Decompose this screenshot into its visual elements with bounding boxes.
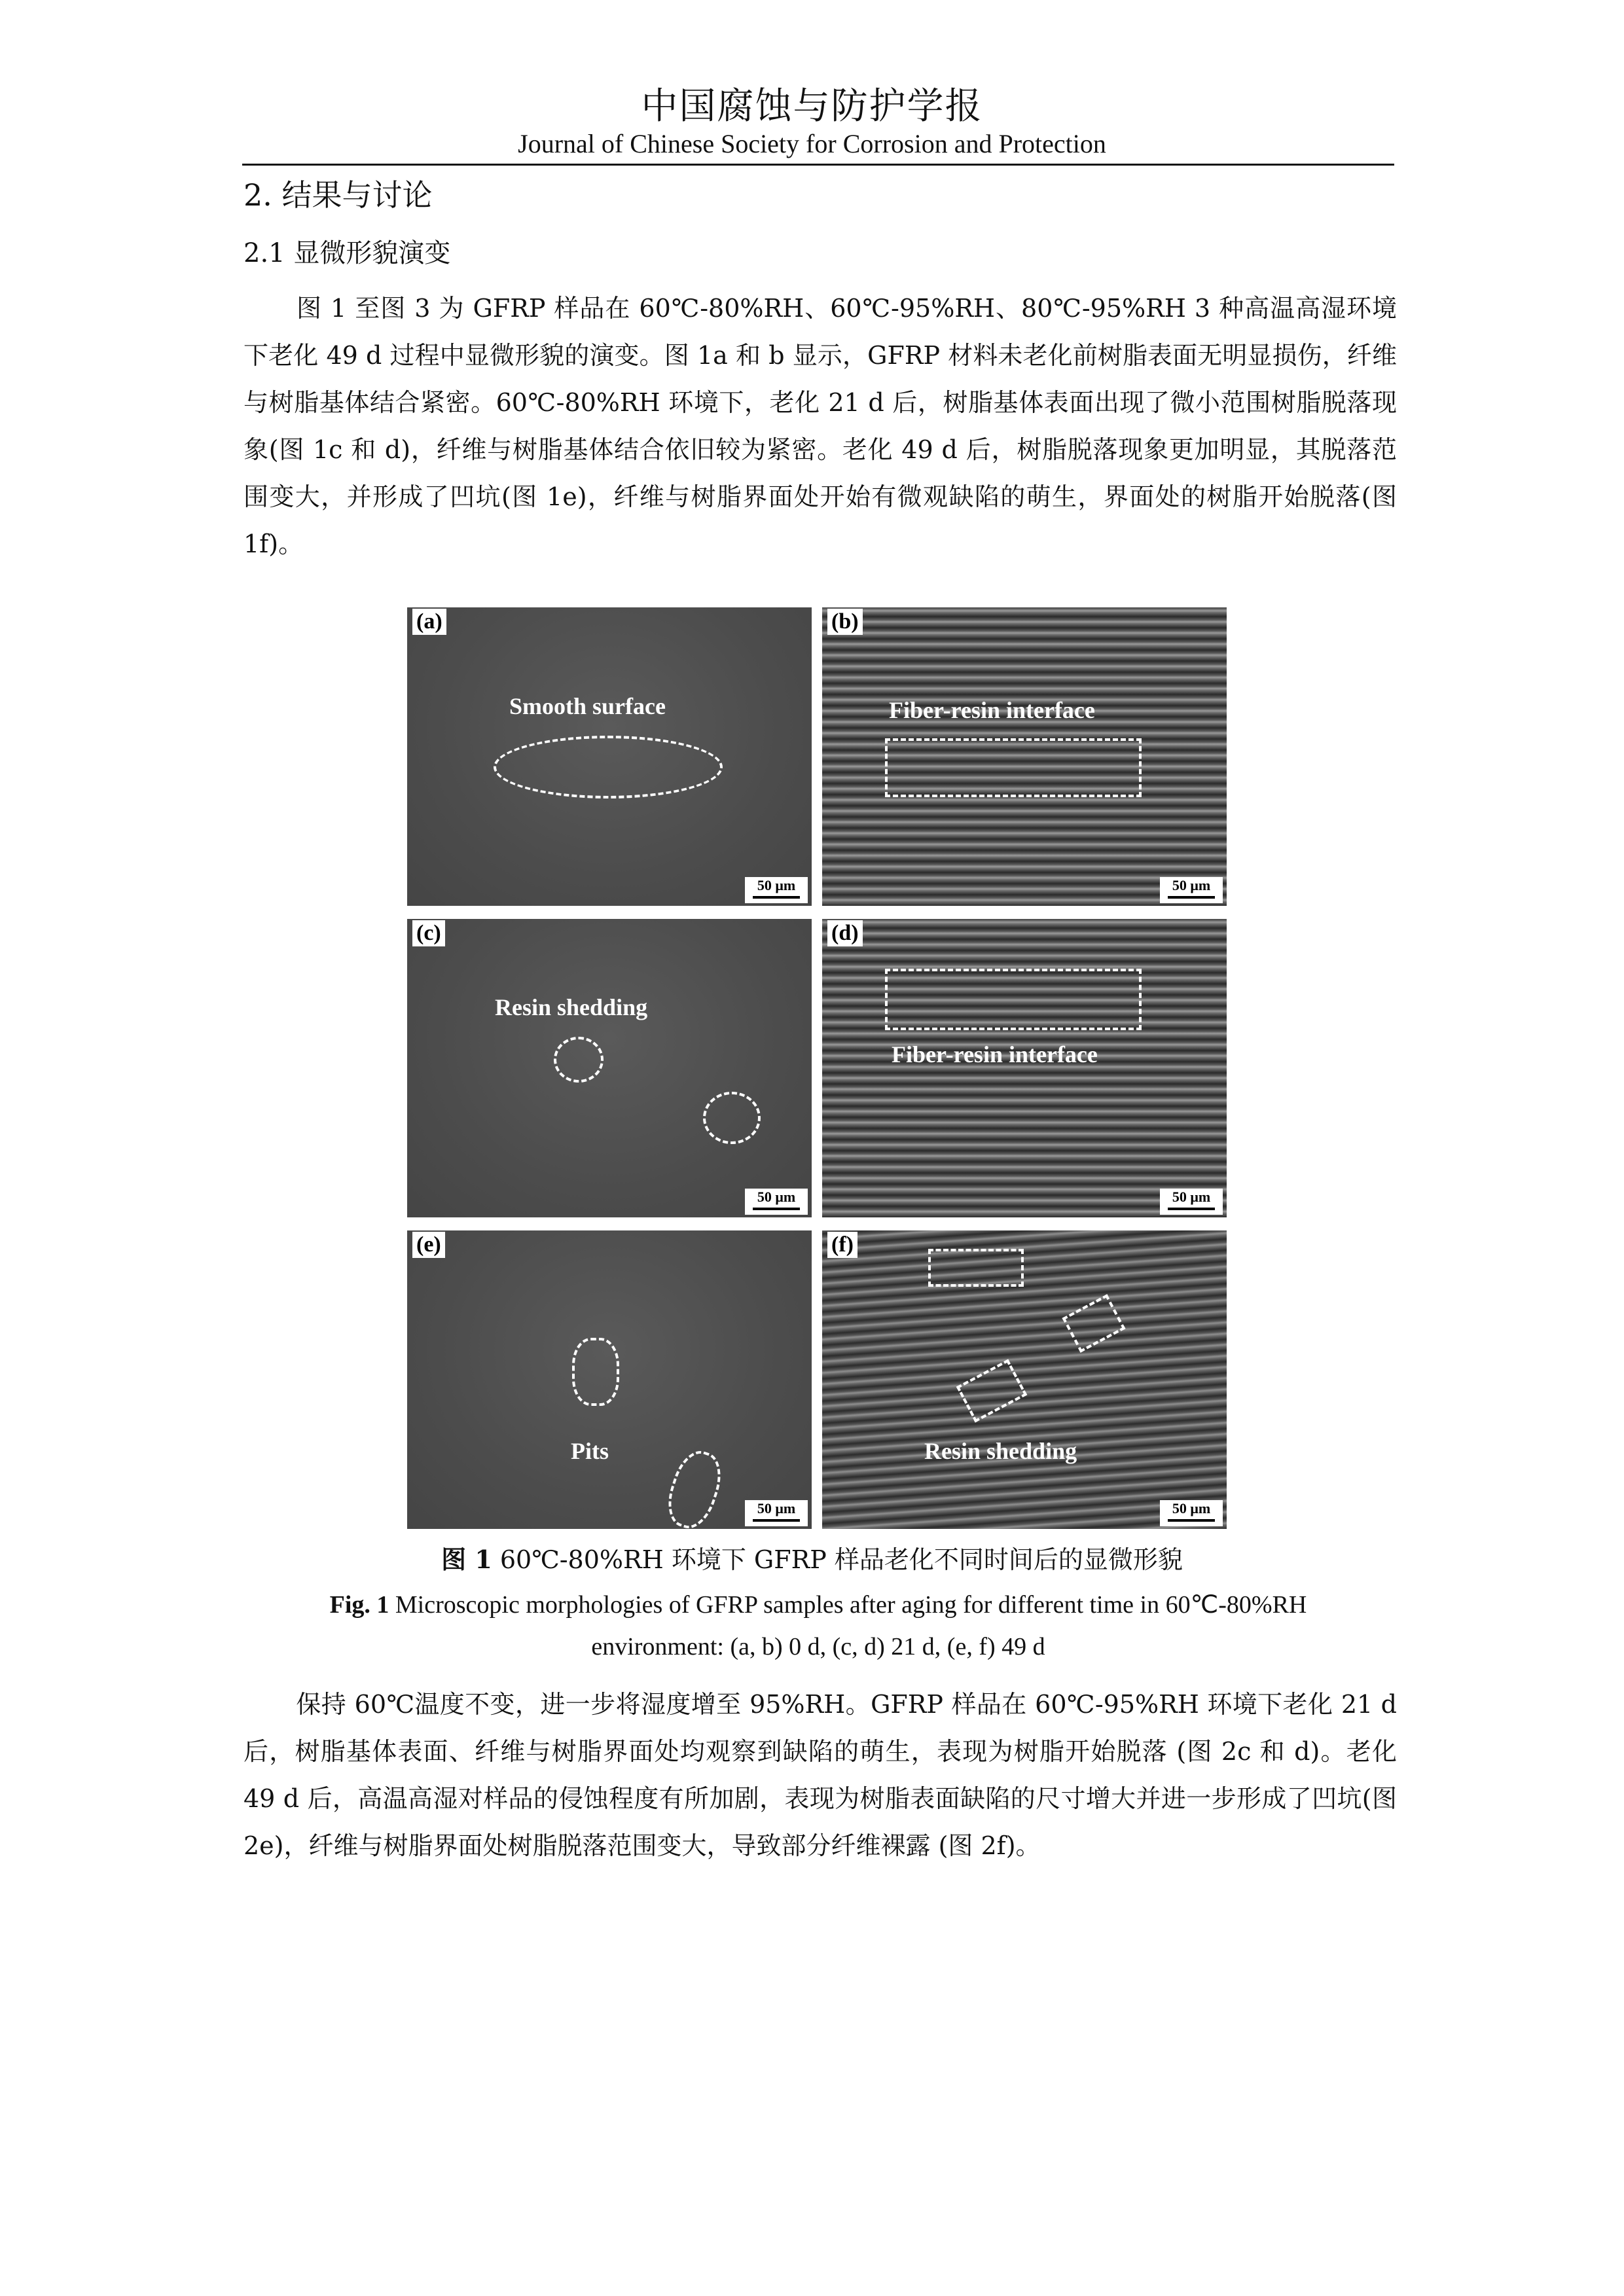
panel-e-scale-text: 50 μm	[757, 1500, 796, 1516]
panel-e-pit-2	[660, 1445, 729, 1529]
panel-c-label: (c)	[412, 920, 445, 946]
subsection-heading: 2.1 显微形貌演变	[244, 238, 451, 268]
panel-c-scale-bar	[745, 1189, 808, 1215]
panel-a-ellipse	[494, 736, 723, 798]
panel-b-scale-line	[1168, 896, 1215, 899]
panel-e	[407, 1230, 812, 1529]
panel-b-label: (b)	[827, 609, 863, 635]
panel-a-scale-bar	[745, 877, 808, 903]
panel-e-scale-line	[753, 1519, 800, 1522]
paragraph-1	[244, 285, 1397, 567]
panel-f	[822, 1230, 1227, 1529]
panel-d	[822, 919, 1227, 1217]
panel-f-box-1	[928, 1249, 1024, 1287]
paragraph-2-text: 保持 60℃温度不变，进一步将湿度增至 95%RH。GFRP 样品在 60℃-95%RH 环境下老化 21 d 后，树脂基体表面、纤维与树脂界面处均观察到缺陷的萌生，表现为树脂开始脱落 (图 2c 和 d)。老化 49 d 后，高温高湿对样品的侵蚀程度有所加剧，表现为树脂表面缺陷的尺寸增大并进一步形成了凹坑(图 2e)，纤维与树脂界面处树脂脱落范围变大，导致部分纤维裸露 (图 2f)。	[244, 1690, 1397, 1860]
panel-d-scale-bar	[1160, 1189, 1223, 1215]
panel-c-circle-2	[703, 1092, 761, 1144]
panel-c-annotation: Resin shedding	[495, 994, 648, 1020]
panel-b-box	[885, 738, 1142, 797]
section-heading: 2. 结果与讨论	[244, 177, 433, 213]
panel-b	[822, 607, 1227, 906]
panel-c	[407, 919, 812, 1217]
panel-f-scale-text: 50 μm	[1172, 1500, 1211, 1516]
panel-d-scale-line	[1168, 1208, 1215, 1210]
figure-caption-cn	[0, 1539, 1624, 1575]
panel-a-scale-line	[753, 896, 800, 899]
panel-b-scale-text: 50 μm	[1172, 877, 1211, 893]
paragraph-1-text: 图 1 至图 3 为 GFRP 样品在 60℃-80%RH、60℃-95%RH、80℃-95%RH 3 种高温高湿环境下老化 49 d 过程中显微形貌的演变。图 1a 和 b 显示，GFRP 材料未老化前树脂表面无明显损伤，纤维与树脂基体结合紧密。60℃-80%RH 环境下，老化 21 d 后，树脂基体表面出现了微小范围树脂脱落现象(图 1c 和 d)，纤维与树脂基体结合依旧较为紧密。老化 49 d 后，树脂脱落现象更加明显，其脱落范围变大，并形成了凹坑(图 1e)，纤维与树脂界面处开始有微观缺陷的萌生，界面处的树脂开始脱落(图 1f)。	[244, 294, 1397, 558]
header-rule	[242, 164, 1394, 166]
panel-c-circle-1	[554, 1037, 604, 1083]
panel-e-annotation: Pits	[571, 1438, 609, 1464]
figure-caption-cn-label: 图 1	[441, 1545, 492, 1574]
panel-f-scale-line	[1168, 1519, 1215, 1522]
figure-caption-en	[275, 1584, 1362, 1668]
panel-f-box-3	[956, 1359, 1028, 1423]
panel-d-annotation: Fiber-resin interface	[892, 1041, 1098, 1067]
panel-f-scale-bar	[1160, 1500, 1223, 1526]
panel-e-label: (e)	[412, 1232, 445, 1258]
panel-f-box-2	[1062, 1294, 1125, 1353]
panel-b-annotation: Fiber-resin interface	[889, 697, 1095, 723]
panel-e-pit-1	[572, 1338, 619, 1406]
figure-caption-en-label: Fig. 1	[329, 1591, 389, 1619]
panel-f-annotation: Resin shedding	[924, 1438, 1077, 1464]
panel-a-annotation: Smooth surface	[509, 693, 666, 719]
panel-a-label: (a)	[412, 609, 446, 635]
journal-title-en: Journal of Chinese Society for Corrosion and Protection	[518, 129, 1106, 158]
figure-1	[407, 607, 1227, 1529]
journal-title-cn: 中国腐蚀与防护学报	[641, 85, 983, 128]
panel-d-label: (d)	[827, 920, 863, 946]
figure-caption-cn-text: 60℃-80%RH 环境下 GFRP 样品老化不同时间后的显微形貌	[492, 1545, 1183, 1574]
panel-a-scale-text: 50 μm	[757, 877, 796, 893]
panel-f-label: (f)	[827, 1232, 857, 1258]
panel-c-scale-line	[753, 1208, 800, 1210]
paragraph-2	[244, 1681, 1397, 1869]
panel-d-box	[885, 969, 1142, 1030]
panel-b-scale-bar	[1160, 877, 1223, 903]
panel-c-scale-text: 50 μm	[757, 1189, 796, 1205]
figure-caption-en-text: Microscopic morphologies of GFRP samples after aging for different time in 60℃-80%RH environment: (a, b) 0 d, (c, d) 21 d, (e, f) 49 d	[389, 1591, 1307, 1660]
panel-e-scale-bar	[745, 1500, 808, 1526]
panel-a	[407, 607, 812, 906]
panel-d-scale-text: 50 μm	[1172, 1189, 1211, 1205]
